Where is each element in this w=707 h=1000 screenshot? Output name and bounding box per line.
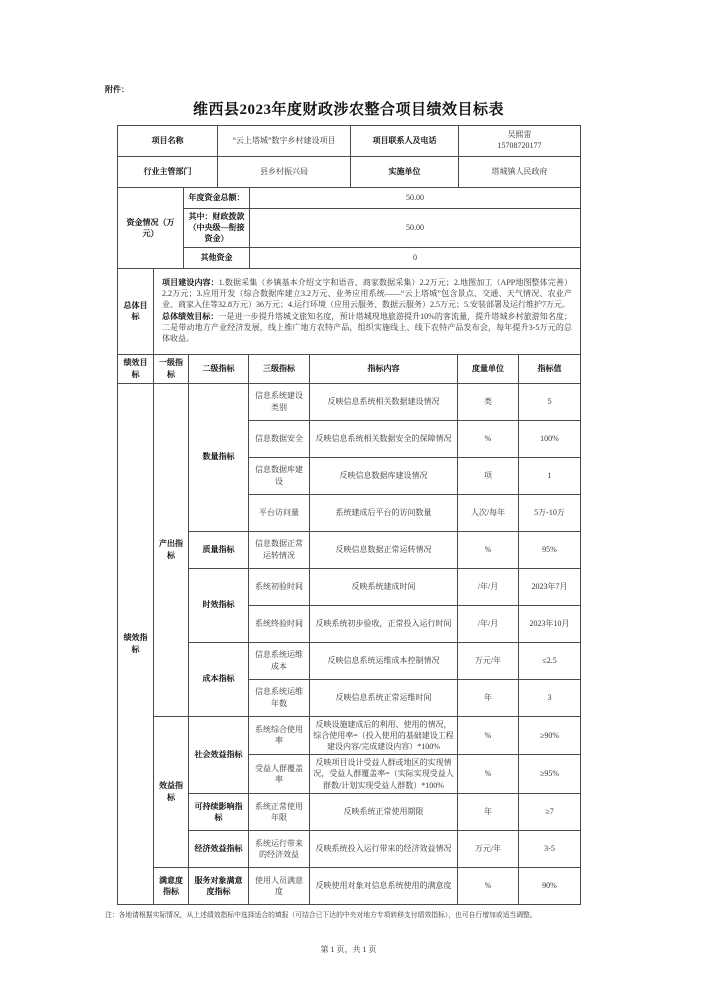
indicator-value: 2023年7月 [519, 568, 581, 605]
level3-indicator: 系统运行带来的经济效益 [249, 830, 310, 867]
col-level3: 三级指标 [249, 354, 310, 383]
indicator-unit: 类 [458, 383, 519, 420]
indicator-content: 反映使用对象对信息系统使用的满意度 [310, 867, 458, 904]
indicator-rows [118, 354, 581, 904]
overall-performance-paragraph [162, 311, 572, 345]
funding-total-value: 50.00 [250, 188, 581, 209]
indicator-content: 系统建成后平台的访问数量 [310, 494, 458, 531]
indicator-unit: /年/月 [458, 605, 519, 642]
indicator-value: ≥90% [519, 716, 581, 755]
col-level2: 二级指标 [189, 354, 249, 383]
table-row [118, 268, 581, 354]
table-row [118, 126, 581, 157]
indicator-unit: 万元/年 [458, 642, 519, 679]
level3-indicator: 信息系统运维成本 [249, 642, 310, 679]
indicator-header-row [118, 354, 581, 383]
table-row [118, 209, 581, 248]
level1-indicator: 产出指标 [154, 383, 189, 716]
project-name-value: “云上塔城”数字乡村建设项目 [218, 126, 351, 157]
overall-performance-title: 总体绩效目标： [162, 312, 219, 322]
level1-indicator: 满意度指标 [154, 867, 189, 904]
indicator-content: 反映信息数据正常运转情况 [310, 531, 458, 568]
indicator-value: 3-5 [519, 830, 581, 867]
construction-content-paragraph [162, 277, 572, 311]
level3-indicator: 信息数据安全 [249, 420, 310, 457]
indicator-content: 反映信息系统正常运维时间 [310, 679, 458, 716]
performance-indicator-group-label: 绩效指标 [118, 383, 154, 904]
level2-indicator: 成本指标 [189, 642, 249, 716]
table-row [118, 188, 581, 209]
indicator-unit: 万元/年 [458, 830, 519, 867]
indicator-value: ≥7 [519, 793, 581, 830]
level3-indicator: 系统终验时间 [249, 605, 310, 642]
indicator-content: 反映系统正常使用期限 [310, 793, 458, 830]
level3-indicator: 系统初验时间 [249, 568, 310, 605]
contact-name: 吴熙雷 [507, 130, 532, 140]
col-unit: 度量单位 [458, 354, 519, 383]
impl-value: 塔城镇人民政府 [459, 157, 581, 188]
overall-goal-table [117, 268, 581, 355]
indicator-unit: % [458, 420, 519, 457]
footnote: 注：各地请根据实际情况，从上述绩效指标中选择适合的填报（可结合已下达的中央对地方专项转移支付绩效指标），也可自行增加或适当调整。 [105, 911, 537, 919]
impl-label: 实施单位 [351, 157, 459, 188]
indicator-value: 90% [519, 867, 581, 904]
indicator-value: 1 [519, 457, 581, 494]
level2-indicator: 经济效益指标 [189, 830, 249, 867]
level3-indicator: 信息数据库建设 [249, 457, 310, 494]
indicator-unit: % [458, 531, 519, 568]
page-title: 维西县2023年度财政涉农整合项目绩效目标表 [192, 102, 504, 118]
level2-indicator: 时效指标 [189, 568, 249, 642]
col-performance-goal: 绩效目标 [118, 354, 154, 383]
indicator-row [118, 867, 581, 904]
level2-indicator: 社会效益指标 [189, 716, 249, 793]
col-level1: 一级指标 [154, 354, 189, 383]
indicator-value: 5 [519, 383, 581, 420]
indicator-content: 反映信息系统相关数据建设情况 [310, 383, 458, 420]
level3-indicator: 系统正常使用年限 [249, 793, 310, 830]
indicator-content: 反映信息数据库建设情况 [310, 457, 458, 494]
indicator-content: 反映项目设计受益人群或地区的实现情况，受益人群覆盖率=（实际实现受益人群数/计划实现受益人群数）*100% [310, 755, 458, 794]
attachment-label: 附件： [105, 85, 129, 94]
contact-label: 项目联系人及电话 [351, 126, 459, 157]
indicator-content: 反映系统初步验收，正常投入运行时间 [310, 605, 458, 642]
indicator-value: 95% [519, 531, 581, 568]
indicator-value: ≤2.5 [519, 642, 581, 679]
indicator-value: 100% [519, 420, 581, 457]
indicator-unit: % [458, 755, 519, 794]
level3-indicator: 受益人群覆盖率 [249, 755, 310, 794]
indicator-unit: % [458, 716, 519, 755]
construction-content-title: 项目建设内容： [162, 277, 219, 287]
level3-indicator: 信息系统建设类别 [249, 383, 310, 420]
level2-indicator: 质量指标 [189, 531, 249, 568]
funding-total-label: 年度资金总额： [184, 188, 250, 209]
indicator-content: 反映系统建成时间 [310, 568, 458, 605]
indicator-unit: 人次/每年 [458, 494, 519, 531]
dept-label: 行业主管部门 [118, 157, 218, 188]
level3-indicator: 使用人员满意度 [249, 867, 310, 904]
level2-indicator: 可持续影响指标 [189, 793, 249, 830]
indicator-value: 5万-10万 [519, 494, 581, 531]
indicator-content: 反映信息系统相关数据安全的保障情况 [310, 420, 458, 457]
table-row [118, 157, 581, 188]
table-area [105, 125, 580, 919]
funding-other-label: 其他资金 [184, 247, 250, 268]
overall-goal-label: 总体目标 [118, 268, 154, 354]
overall-performance-body: 一是进一步提升塔城文旅知名度，预计塔城现地旅游提升10%的客流量，提升塔城乡村旅游知名度；二是带动地方产业经济发展，线上推广地方农特产品，组织实施线上、线下农特产品发布会，每年提升3-5万元的总体收益。 [162, 312, 572, 344]
level2-indicator: 服务对象满意度指标 [189, 867, 249, 904]
overall-goal-content [154, 268, 581, 354]
level2-indicator: 数量指标 [189, 383, 249, 531]
indicators-table [117, 354, 581, 905]
indicator-content: 反映系统投入运行带来的经济效益情况 [310, 830, 458, 867]
funding-other-value: 0 [250, 247, 581, 268]
col-value: 指标值 [519, 354, 581, 383]
construction-content-body: 1.数据采集（乡镇基本介绍文字和语音、商家数据采集）2.2万元；2.地图加工（APP地图整体完善）2.2万元；3.应用开发（综合数据库建立3.2万元、业务应用系统——“云上塔城”包含景点、交通、天气情况、农业产业、商家入住等32.8万元）36万元；4.运行环境（应用云服务、数据云服务）2.5万元；5.安装部署及运行维护7万元。 [162, 277, 573, 309]
indicator-value: 2023年10月 [519, 605, 581, 642]
col-content: 指标内容 [310, 354, 458, 383]
project-info-table [117, 125, 581, 188]
level3-indicator: 系统综合使用率 [249, 716, 310, 755]
level3-indicator: 信息系统运维年数 [249, 679, 310, 716]
funding-section-label: 资金情况（万元） [118, 188, 184, 269]
project-name-label: 项目名称 [118, 126, 218, 157]
indicator-unit: /年/月 [458, 568, 519, 605]
indicator-unit: % [458, 867, 519, 904]
contact-value [459, 126, 581, 157]
indicator-content: 反映设施建成后的利用、使用的情况，综合使用率=（投入使用的基础建设工程建设内容/完成建设内容）*100% [310, 716, 458, 755]
funding-fiscal-label: 其中：财政拨款（中央级—衔接资金） [184, 209, 250, 248]
level1-indicator: 效益指标 [154, 716, 189, 867]
page-footer: 第 1 页，共 1 页 [320, 945, 377, 954]
indicator-content: 反映信息系统运维成本控制情况 [310, 642, 458, 679]
funding-fiscal-value: 50.00 [250, 209, 581, 248]
indicator-value: 3 [519, 679, 581, 716]
funding-table [117, 187, 581, 269]
indicator-unit: 年 [458, 679, 519, 716]
contact-phone: 15708720177 [497, 141, 542, 150]
indicator-unit: 年 [458, 793, 519, 830]
indicator-row [118, 716, 581, 755]
indicator-value: ≥95% [519, 755, 581, 794]
level3-indicator: 信息数据正常运转情况 [249, 531, 310, 568]
level3-indicator: 平台访问量 [249, 494, 310, 531]
indicator-unit: 项 [458, 457, 519, 494]
dept-value: 县乡村振兴局 [218, 157, 351, 188]
indicator-row [118, 383, 581, 420]
table-row [118, 247, 581, 268]
